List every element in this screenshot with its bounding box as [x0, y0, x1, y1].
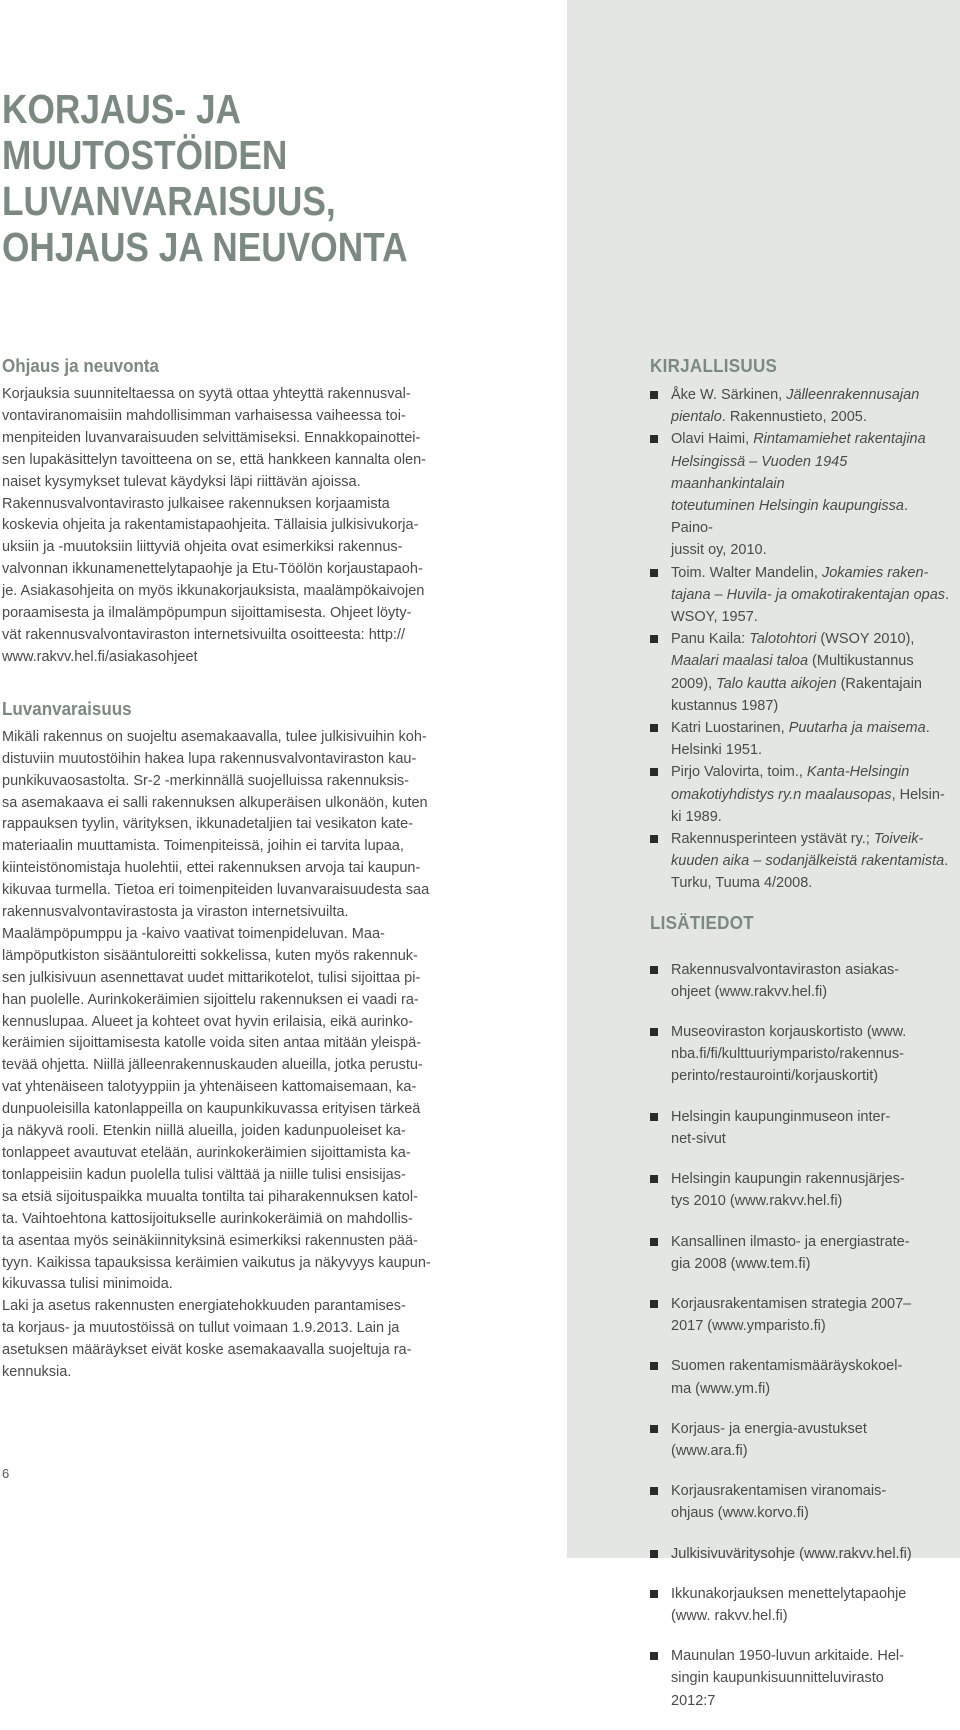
- title-line: MUUTOSTÖIDEN: [2, 132, 288, 178]
- item-title: Jälleenrakennusajan pientalo: [671, 387, 920, 426]
- paragraph: Laki ja asetus rakennusten energiatehokkuuden parantamises- ta korjaus- ja muutostöissä on tullut voimaan 1.9.2013. Lain ja asetuksen määräykset eivät koske asemakaavalla suojeltuja ra- kennuksia.: [2, 1298, 412, 1381]
- list-item: [650, 761, 952, 828]
- paragraph: Korjauksia suunniteltaessa on syytä ottaa yhteyttä rakennusval- vontaviranomaisiin mahdollisimman varhaisessa vaiheessa toi- menpiteiden luvanvaraisuuden selvittämiseksi. Ennakkopainottei- sen lupakäsittelyn tavoitteena on se, että hankkeen kannalta olen- naiset kysymykset tulevat käydyksi läpi riittävän ajoissa.: [2, 386, 427, 490]
- item-text: Helsingin kaupungin rakennusjärjes- tys 2010 (www.rakvv.hel.fi): [671, 1171, 905, 1210]
- item-text: Toim. Walter Mandelin,: [671, 564, 822, 581]
- item-text: . Paino- jussit oy, 2010.: [671, 498, 908, 559]
- section-heading-luvanvaraisuus: Luvanvaraisuus: [2, 697, 132, 719]
- bullet-icon: [650, 966, 658, 974]
- item-title: Rintamamiehet rakentajina Helsingissä – Vuoden 1945 maanhankintalain toteutuminen Helsingin kaupungissa: [671, 431, 926, 515]
- paragraph: Mikäli rakennus on suojeltu asemakaavalla, tulee julkisivuihin koh- distuviin muutostöihin hakea lupa rakennusvalvontaviraston kau- punkikuvaosastolta. Sr-2 -merkinnällä suojelluissa rakennuksis- sa asemakaava ei salli rakennuksen alkuperäisen ulkonäön, kuten rappauksen tyylin, värityksen, ikkunadetaljien tai vesikaton kate- materiaalin muuttamista. Toimenpiteissä, joihin ei tarvita lupaa, kiinteistönomistaja huolehtii, ettei rakennuksen arvoja tai kaupun- kikuvaa turmella. Tietoa eri toimenpiteiden luvanvaraisuudesta saa rakennusvalvontavirastosta ja viraston internetsivuilta.: [2, 728, 430, 921]
- main-column: [2, 354, 490, 1384]
- kirjallisuus-heading: KIRJALLISUUS: [650, 355, 778, 376]
- list-item: [650, 1583, 952, 1627]
- item-text: Pirjo Valovirta, toim.,: [671, 764, 807, 781]
- list-item: [650, 1021, 952, 1088]
- list-item: [650, 384, 952, 428]
- list-item: [650, 1231, 952, 1275]
- item-text: Korjaus- ja energia-avustukset (www.ara.fi): [671, 1420, 867, 1459]
- list-item: [650, 1293, 952, 1337]
- item-text: . WSOY, 1957.: [671, 586, 950, 626]
- item-title: Puutarha ja maisema: [788, 720, 926, 737]
- list-item: [650, 1645, 952, 1712]
- list-item: [650, 1418, 952, 1462]
- item-text: Rakennusvalvontaviraston asiakas- ohjeet (www.rakvv.hel.fi): [671, 961, 900, 1000]
- item-text: Åke W. Särkinen,: [671, 387, 787, 403]
- item-title: Maalari maalasi taloa: [671, 653, 809, 670]
- item-text: Maunulan 1950-luvun arkitaide. Hel- singin kaupunkisuunnitteluvirasto 2012:7: [671, 1648, 904, 1709]
- bullet-icon: [650, 1550, 658, 1558]
- bullet-icon: [650, 724, 658, 732]
- list-item: [650, 428, 952, 561]
- title-line: OHJAUS JA NEUVONTA: [2, 224, 408, 270]
- item-text: Museoviraston korjauskortisto (www. nba.fi/fi/kulttuuriymparisto/rakennus- perinto/restaurointi/korjauskortit): [671, 1024, 907, 1085]
- bullet-icon: [650, 768, 658, 776]
- item-title: Talo kautta aikojen: [716, 675, 837, 692]
- item-text: Rakennusperinteen ystävät ry.;: [671, 831, 874, 848]
- item-text: Helsingin kaupunginmuseon inter- net-sivut: [671, 1108, 891, 1147]
- list-item: [650, 717, 952, 761]
- item-title: Talotohtori: [749, 631, 817, 648]
- item-title: Toiveik- kuuden aika – sodanjälkeistä rakentamista: [671, 831, 945, 870]
- item-text: (WSOY 2010),: [820, 631, 915, 648]
- item-text: (Rakentajain kustannus 1987): [671, 675, 922, 714]
- item-text: . Rakennustieto, 2005.: [721, 409, 867, 426]
- list-item: [650, 1543, 952, 1565]
- title-line: LUVANVARAISUUS,: [2, 178, 336, 224]
- section-heading-ohjaus: Ohjaus ja neuvonta: [2, 355, 160, 376]
- item-text: Katri Luostarinen,: [671, 720, 789, 737]
- item-text: Olavi Haimi,: [671, 431, 754, 448]
- item-text: Suomen rakentamismääräyskokoel- ma (www.ym.fi): [671, 1358, 903, 1397]
- bullet-icon: [650, 1652, 658, 1660]
- item-text: Ikkunakorjauksen menettelytapaohje (www. rakvv.hel.fi): [671, 1585, 907, 1624]
- bullet-icon: [650, 1590, 658, 1598]
- item-text: Korjausrakentamisen strategia 2007– 2017 (www.ymparisto.fi): [671, 1295, 912, 1335]
- list-item: [650, 959, 952, 1003]
- item-text: . Turku, Tuuma 4/2008.: [671, 853, 949, 892]
- bullet-icon: [650, 1300, 658, 1308]
- bullet-icon: [650, 1487, 658, 1495]
- list-item: [650, 828, 952, 895]
- bullet-icon: [650, 1175, 658, 1183]
- item-text: Korjausrakentamisen viranomais- ohjaus (www.korvo.fi): [671, 1483, 887, 1522]
- list-item: [650, 1480, 952, 1524]
- list-item: [650, 1106, 952, 1150]
- bullet-icon: [650, 1238, 658, 1246]
- kirjallisuus-list: [650, 384, 952, 895]
- bullet-icon: [650, 1113, 658, 1121]
- list-item: [650, 628, 952, 717]
- bullet-icon: [650, 835, 658, 843]
- list-item: [650, 1168, 952, 1212]
- list-item: [650, 1355, 952, 1399]
- bullet-icon: [650, 391, 658, 399]
- bullet-icon: [650, 635, 658, 643]
- item-title: Jokamies raken- tajana – Huvila- ja omakotirakentajan opas: [671, 564, 946, 603]
- bullet-icon: [650, 1362, 658, 1370]
- sidebar-column: [650, 354, 952, 1730]
- item-text: Panu Kaila:: [671, 631, 750, 648]
- item-text: Kansallinen ilmasto- ja energiastrate- gia 2008 (www.tem.fi): [671, 1233, 910, 1272]
- lisatiedot-heading: LISÄTIEDOT: [650, 911, 754, 933]
- bullet-icon: [650, 1028, 658, 1036]
- bullet-icon: [650, 569, 658, 577]
- item-title: Kanta-Helsingin omakotiyhdistys ry.n maalausopas: [671, 764, 910, 803]
- item-text: (Multikustannus 2009),: [671, 653, 914, 692]
- paragraph: Rakennusvalvontavirasto julkaisee rakennuksen korjaamista koskevia ohjeita ja rakentamistapaohjeita. Tällaisia julkisivukorja- uksiin ja -muutoksiin liittyviä ohjeita ovat esimerkiksi rakennus- valvonnan ikkunamenettelytapaohje ja Etu-Töölön korjaustapaoh- je. Asiakasohjeita on myös ikkunakorjauksista, maalämpökaivojen poraamisesta ja ilmalämpöpumpun sijoittamisesta. Ohjeet löyty- vät rakennusvalvontaviraston internetsivuilta osoitteesta: http:// www.rakvv.hel.fi/asiakasohjeet: [2, 495, 425, 665]
- title-line: KORJAUS- JA: [2, 86, 242, 132]
- page-number: 6: [2, 1466, 10, 1481]
- page-title: [2, 86, 466, 270]
- item-text: . Helsinki 1951.: [671, 720, 930, 759]
- item-text: , Helsin- ki 1989.: [671, 786, 945, 825]
- item-text: Julkisivuväritysohje (www.rakvv.hel.fi): [671, 1545, 912, 1562]
- paragraph: Maalämpöpumppu ja -kaivo vaativat toimenpideluvan. Maa- lämpöputkiston sisääntuloreitti sokkelissa, kuten myös rakennuk- sen julkisivuun asennettavat uudet mittarikotelot, tulisi sijoittaa pi- han puolelle. Aurinkokeräimien sijoittelu rakennuksen ei vaadi ra- kennuslupaa. Alueet ja kohteet ovat hyvin erilaisia, eikä aurinko- keräimien sijoittamisesta katolle voida siten antaa mitään yleispä- tevää ohjetta. Niillä jälleenrakennuskauden alueilla, jotka perustu- vat yhtenäiseen talotyyppiin ja yhtenäiseen kattomaisemaan, ka- dunpuoleisilla katonlappeilla on kaupunkikuvassa erityisen tärkeä ja näkyvä rooli. Etenkin niillä alueilla, joiden kadunpuoleiset ka- tonlappeet avautuvat etelään, aurinkokeräimien sijoittamista ka- tonlappeisiin kadun puolella tulisi välttää ja niille tulisi ensisijas- sa etsiä sijoituspaikka muualta tontilta tai piharakennuksen katol- ta. Vaihtoehtona kattosijoitukselle aurinkokeräimiä on mahdollis- ta asentaa myös seinäkiinnityksinä esimerkiksi rakennusten pää- tyyn. Kaikissa tapauksissa keräimien vaikutus ja näkyvyys kaupun- kikuvassa tulisi minimoida.: [2, 925, 431, 1293]
- list-item: [650, 562, 952, 629]
- lisatiedot-list: [650, 941, 952, 1730]
- bullet-icon: [650, 1425, 658, 1433]
- bullet-icon: [650, 435, 658, 443]
